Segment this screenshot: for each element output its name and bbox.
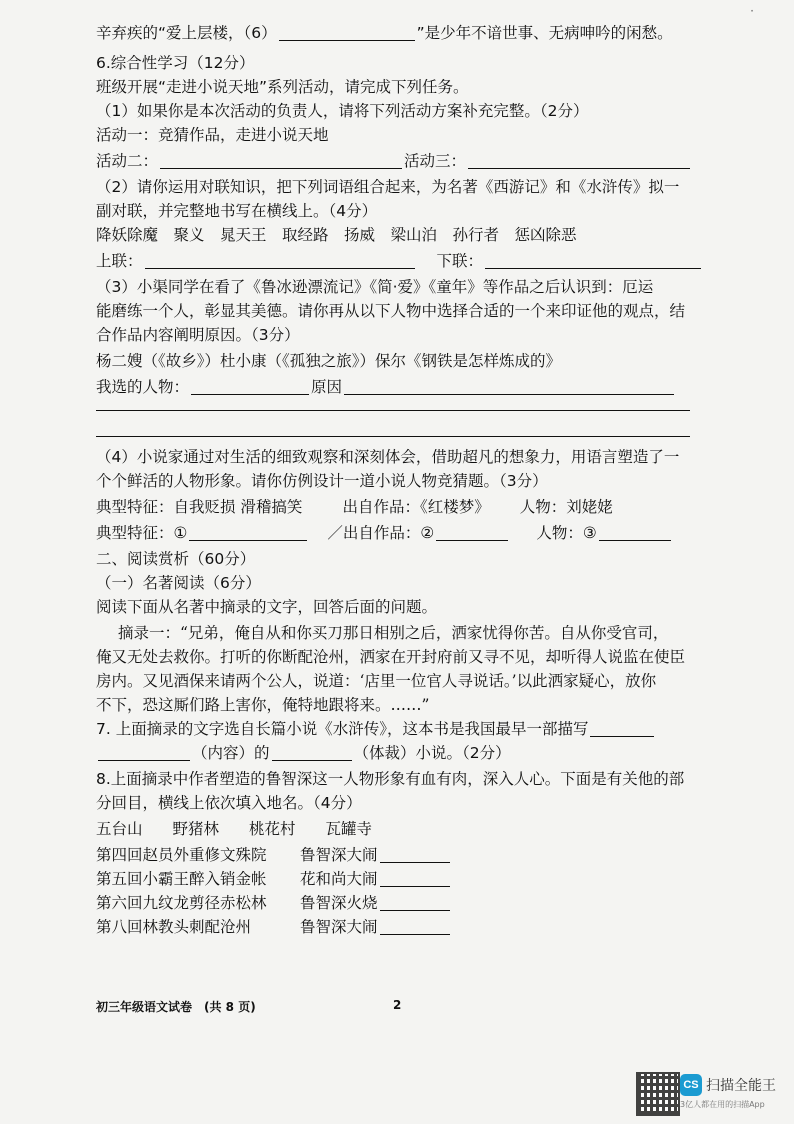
place-blank-2[interactable]: [380, 868, 450, 887]
activity-three-blank[interactable]: [468, 150, 690, 169]
question-7-cont: （内容）的 （体裁）小说。（2分）: [96, 742, 734, 764]
excerpt-line-1: 摘录一：“兄弟，俺自从和你买刀那日相别之后，洒家忧得你苦。自从你受官司，: [118, 624, 669, 642]
chosen-character-blank[interactable]: [191, 376, 309, 395]
lower-couplet-blank[interactable]: [485, 250, 701, 269]
activity-two-three: 活动二： 活动三：: [96, 150, 734, 172]
place-blank-3[interactable]: [380, 892, 450, 911]
excerpt-line-3: 房内。又见酒保来请两个公人，说道：‘店里一位官人寻说话。’以此洒家疑心，放你: [96, 672, 657, 690]
place-name-options: 五台山 野猪林 桃花村 瓦罐寺: [96, 820, 373, 838]
question-7: 7. 上面摘录的文字选自长篇小说《水浒传》，这本书是我国最早一部描写: [96, 718, 734, 740]
question-2-cont: 副对联，并完整地书写在横线上。（4分）: [96, 202, 378, 220]
reading-instruction: 阅读下面从名著中摘录的文字，回答后面的问题。: [96, 598, 438, 616]
genre-blank[interactable]: [272, 742, 352, 761]
question-8-cont: 分回目，横线上依次填入地名。（4分）: [96, 794, 362, 812]
place-blank-1[interactable]: [380, 844, 450, 863]
question-8: 8.上面摘录中作者塑造的鲁智深这一人物形象有血有肉，深入人心。下面是有关他的部: [96, 770, 685, 788]
part-two-heading: 二、阅读赏析（60分）: [96, 550, 256, 568]
chapter-5-row: 第五回小霸王醉入销金帐 花和尚大闹: [96, 868, 734, 890]
activity-one: 活动一：竞猜作品，走进小说天地: [96, 126, 329, 144]
upper-couplet-blank[interactable]: [145, 250, 415, 269]
question-1: （1）如果你是本次活动的负责人，请将下列活动方案补充完整。（2分）: [96, 102, 589, 120]
work-blank-2[interactable]: [436, 522, 508, 541]
feature-blank-1[interactable]: [189, 522, 307, 541]
word-list: 降妖除魔 聚义 晁天王 取经路 扬威 梁山泊 孙行者 惩凶除恶: [96, 226, 577, 244]
question-3-cont2: 合作品内容阐明原因。（3分）: [96, 326, 300, 344]
content-blank-part2[interactable]: [98, 742, 190, 761]
qr-code-icon: [636, 1072, 680, 1116]
task-intro: 班级开展“走进小说天地”系列活动，请完成下列任务。: [96, 78, 469, 96]
excerpt-line-4: 不下，恐这厮们路上害你，俺特地跟将来。……”: [96, 696, 430, 714]
couplet-lines: 上联： 下联：: [96, 250, 734, 272]
reason-blank-line-2[interactable]: [96, 410, 690, 411]
example-row: 典型特征：自我贬损 滑稽搞笑 出自作品：《红楼梦》 人物：刘姥姥: [96, 498, 613, 516]
chapter-8-row: 第八回林教头刺配沧州 鲁智深大闹: [96, 916, 734, 938]
scan-artifact-icon: ·: [750, 4, 754, 18]
camscanner-logo-icon: CS: [680, 1074, 702, 1096]
character-blank-3[interactable]: [599, 522, 671, 541]
scanner-tagline: 3亿人都在用的扫描App: [680, 1100, 765, 1109]
footer-title: 初三年级语文试卷 (共 8 页): [96, 1000, 256, 1014]
place-blank-4[interactable]: [380, 916, 450, 935]
scanner-app-name: 扫描全能王: [706, 1078, 776, 1094]
section-6-heading: 6.综合性学习（12分）: [96, 54, 255, 72]
reason-blank[interactable]: [344, 376, 674, 395]
chapter-6-row: 第六回九纹龙剪径赤松林 鲁智深火烧: [96, 892, 734, 914]
question-4: （4）小说家通过对生活的细致观察和深刻体会，借助超凡的想象力，用语言塑造了一: [96, 448, 680, 466]
question-3-cont1: 能磨练一个人，彰显其美德。请你再从以下人物中选择合适的一个来印证他的观点，结: [96, 302, 686, 320]
activity-two-blank[interactable]: [160, 150, 402, 169]
excerpt-line-2: 俺又无处去救你。打听的你断配沧州，洒家在开封府前又寻不见，却听得人说监在使臣: [96, 648, 686, 666]
classic-reading-heading: （一）名著阅读（6分）: [96, 574, 261, 592]
chapter-4-row: 第四回赵员外重修文殊院 鲁智深大闹: [96, 844, 734, 866]
reason-blank-line-3[interactable]: [96, 436, 690, 437]
question-3: （3）小渠同学在看了《鲁冰逊漂流记》《简·爱》《童年》等作品之后认识到：厄运: [96, 278, 654, 296]
question-4-cont: 个个鲜活的人物形象。请你仿例设计一道小说人物竞猜题。（3分）: [96, 472, 548, 490]
answer-row: 典型特征：① ／出自作品：② 人物：③: [96, 522, 734, 544]
character-options: 杨二嫂（《故乡》）杜小康（《孤独之旅》）保尔《钢铁是怎样炼成的》: [96, 352, 562, 370]
blank-6[interactable]: [279, 22, 415, 41]
page-number: 2: [393, 998, 402, 1012]
poem-blank-line: 辛弃疾的“爱上层楼，（6） ”是少年不谙世事、无病呻吟的闲愁。: [96, 24, 673, 42]
content-blank-part1[interactable]: [590, 718, 654, 737]
chosen-character-line: 我选的人物： 原因: [96, 376, 734, 398]
question-2: （2）请你运用对联知识，把下列词语组合起来，为名著《西游记》和《水浒传》拟一: [96, 178, 680, 196]
